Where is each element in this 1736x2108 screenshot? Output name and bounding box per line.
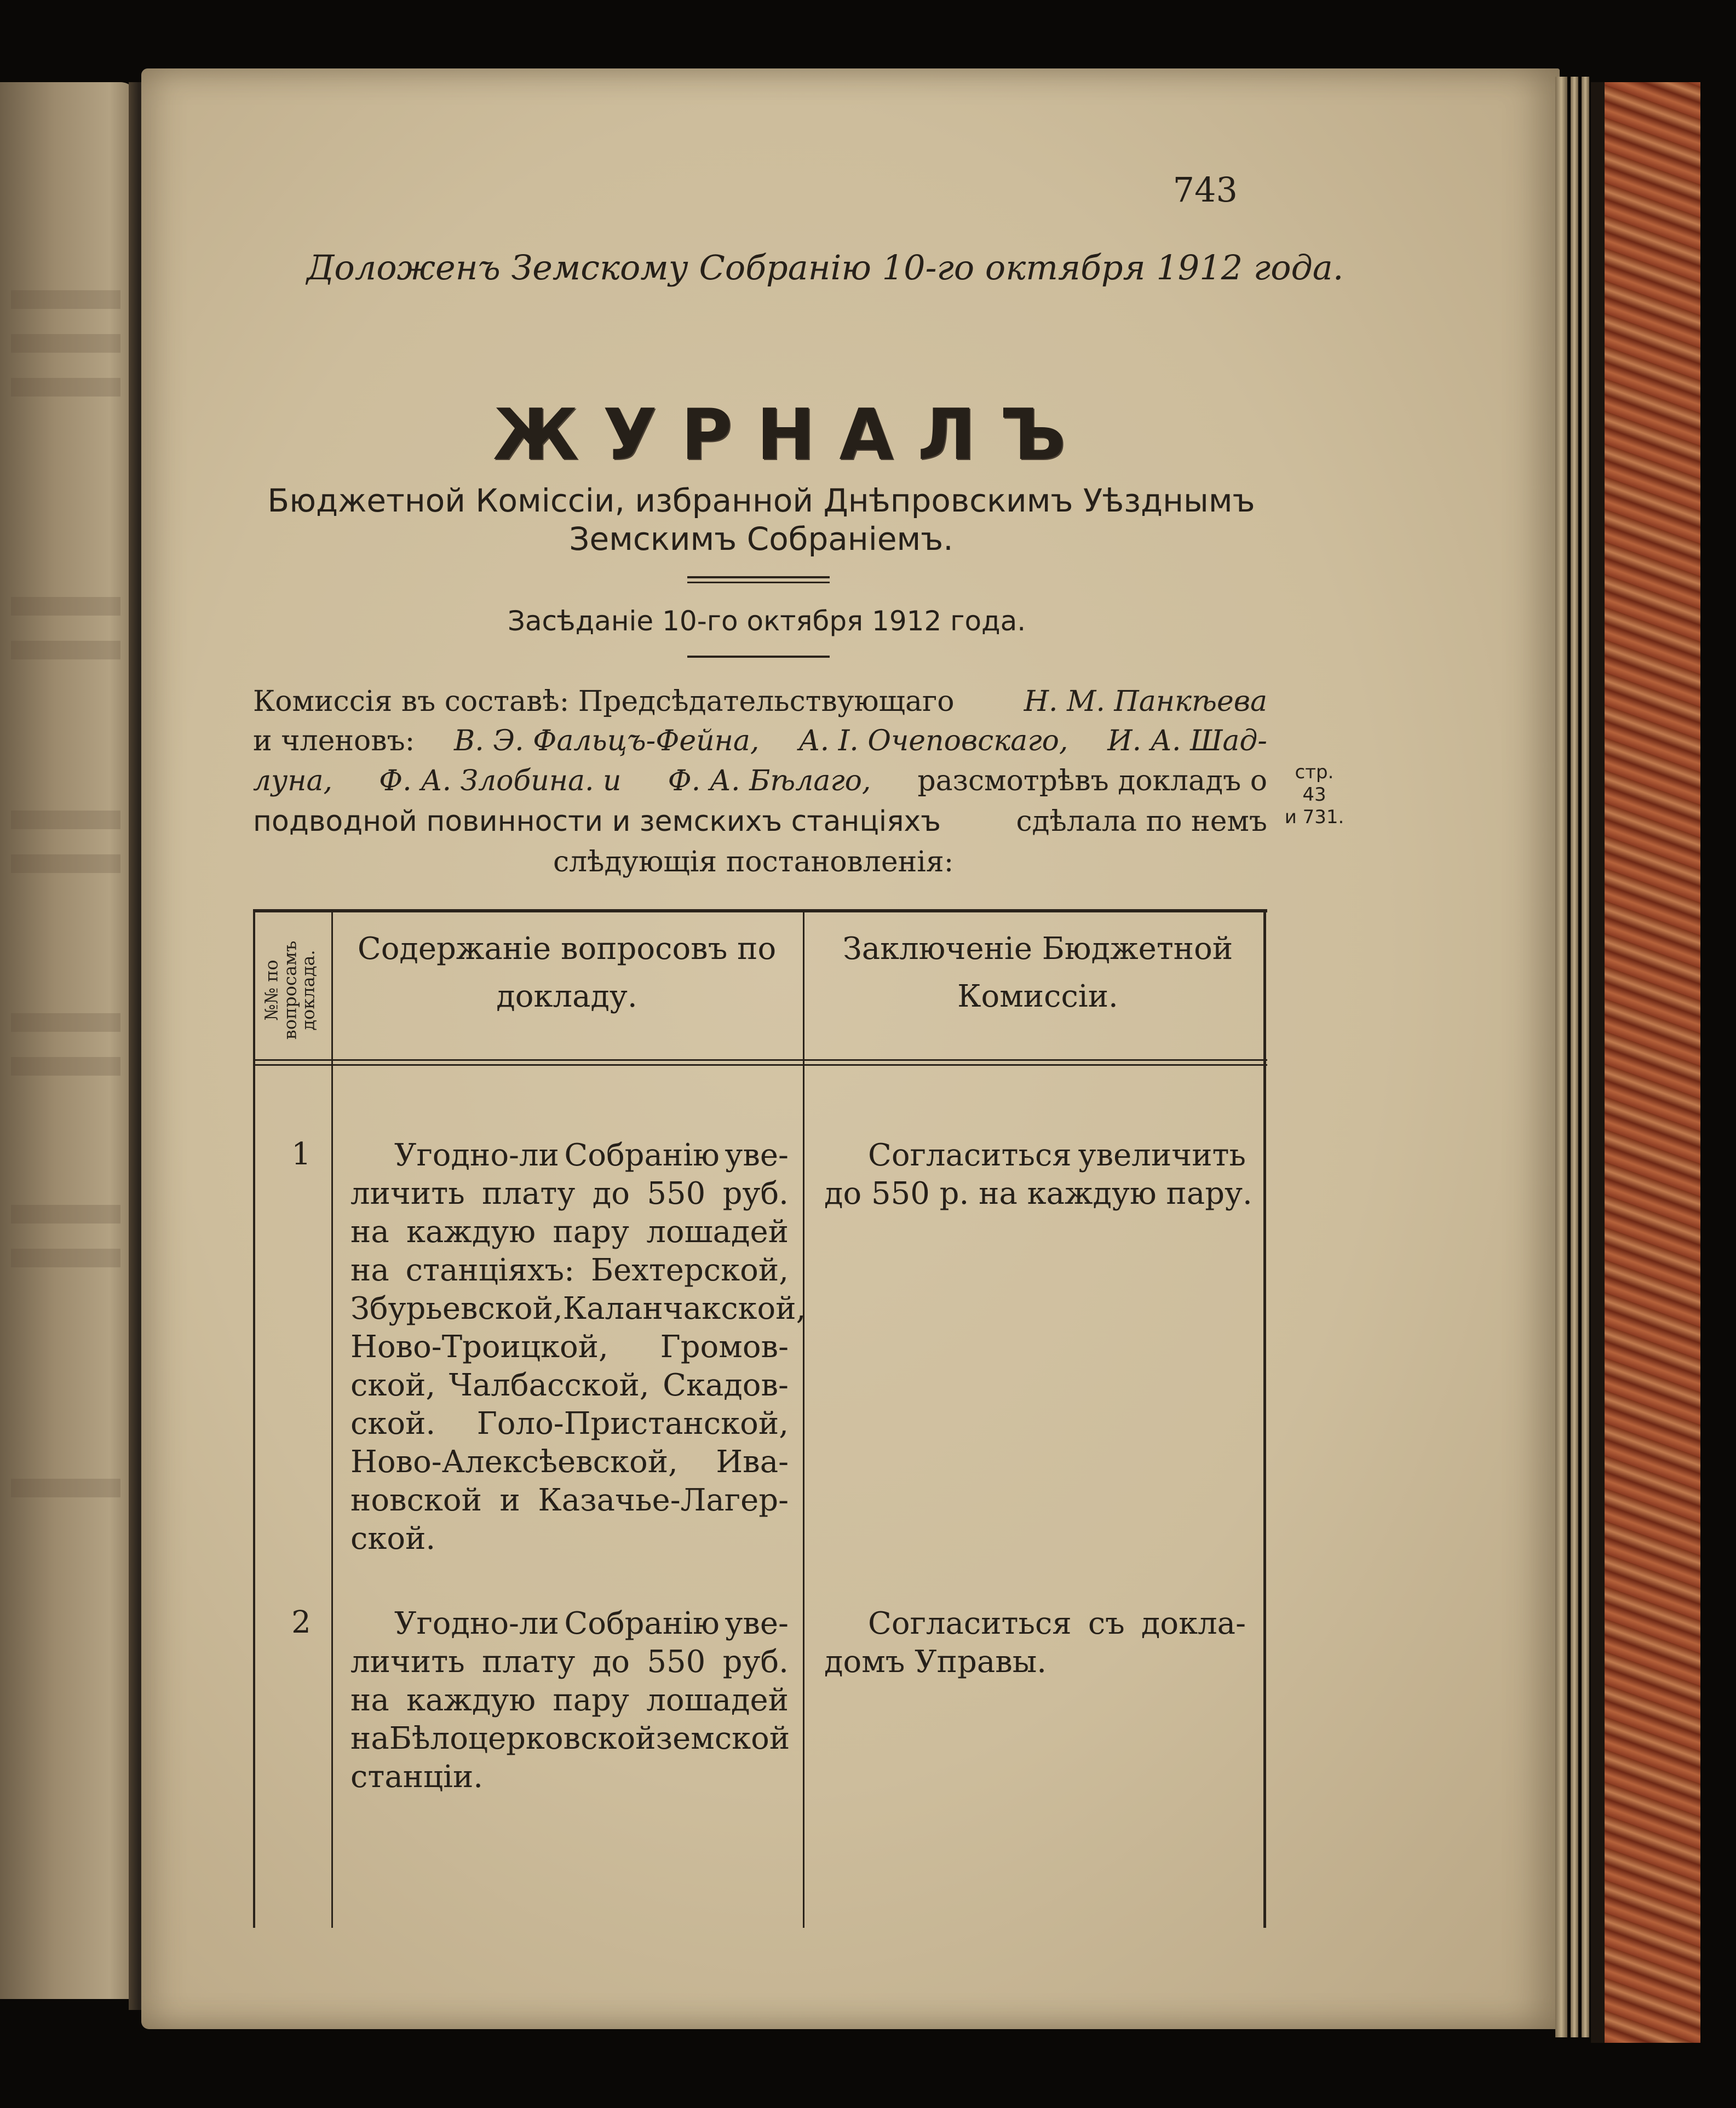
intro-text: и членовъ: <box>253 725 415 757</box>
intro-line-4 <box>253 807 1267 836</box>
header-number-text: вопросамъ <box>279 940 301 1039</box>
cell-line <box>350 1251 789 1290</box>
cell-line <box>350 1481 789 1520</box>
cell-word: Ива- <box>716 1444 789 1480</box>
cell-line <box>350 1443 789 1481</box>
cell-word: до 550 р. на каждую пару. <box>824 1176 1252 1211</box>
subtitle-line-2: Земскимъ Собраніемъ. <box>569 520 953 558</box>
cell-word: станціи. <box>350 1759 484 1795</box>
double-rule <box>687 576 830 578</box>
margin-reference <box>1281 761 1347 828</box>
cell-word: уве- <box>725 1138 789 1173</box>
cell-word: станціяхъ: <box>405 1253 575 1288</box>
page-edge <box>1571 77 1578 2037</box>
cell-line <box>350 1328 789 1366</box>
margin-reference-line: и 731. <box>1284 806 1344 828</box>
table-header-border <box>253 1059 1267 1061</box>
table-column-divider <box>331 909 333 1928</box>
cell-word: ской. <box>350 1521 436 1556</box>
cell-word: ской. <box>350 1406 436 1441</box>
header-questions <box>334 926 800 1021</box>
question-text <box>350 1605 789 1796</box>
intro-line-2 <box>253 727 1267 755</box>
cell-word: съ <box>1088 1606 1125 1641</box>
cell-line <box>350 1520 789 1558</box>
cell-word: домъ Управы. <box>824 1644 1047 1680</box>
cell-word: Собранію <box>564 1138 720 1173</box>
cell-word: Бехтерской, <box>590 1253 789 1288</box>
member-name: луна, <box>253 765 333 797</box>
header-number-text: доклада. <box>297 949 319 1031</box>
conclusion-text <box>824 1605 1246 1681</box>
cell-word: Ново-Троицкой, <box>350 1329 608 1365</box>
cell-line <box>824 1643 1246 1681</box>
cell-word: на <box>350 1682 389 1718</box>
cell-word: Согласиться <box>868 1606 1072 1641</box>
report-subject: подводной повинности и земскихъ станціяхъ <box>253 805 941 838</box>
cell-line <box>350 1366 789 1405</box>
cell-word: личить <box>350 1176 465 1211</box>
cell-word: Скадов- <box>663 1368 789 1403</box>
intro-line-3 <box>253 767 1267 795</box>
cell-line <box>824 1605 1246 1643</box>
cell-word: Угодно-ли <box>394 1138 559 1173</box>
page-edge <box>1582 77 1589 2037</box>
cell-word: Бѣлоцерковской <box>389 1721 656 1756</box>
intro-text: Комиссія въ составѣ: Предсѣдательствующаго <box>253 685 955 718</box>
intro-text: сдѣлала по немъ <box>1016 805 1267 838</box>
chairman-name: Н. М. Панкѣева <box>1024 685 1267 718</box>
cell-line <box>350 1175 789 1213</box>
page-edge <box>1555 77 1567 2037</box>
member-name: Ф. А. Бѣлаго, <box>668 765 871 797</box>
table-top-border <box>253 909 1267 912</box>
cell-word: до <box>592 1644 630 1680</box>
cell-word: каждую <box>406 1214 536 1250</box>
cell-word: ской, <box>350 1368 436 1403</box>
cell-word: Голо-Пристанской, <box>476 1406 789 1441</box>
cell-word: каждую <box>406 1682 536 1718</box>
cell-word: Збурьевской, <box>350 1291 563 1326</box>
cell-word: Ново-Алексѣевской, <box>350 1444 678 1480</box>
cell-word: 550 <box>647 1176 706 1211</box>
book-cover <box>1605 82 1700 2043</box>
header-conclusion <box>810 926 1265 1021</box>
table-header-border <box>253 1064 1267 1066</box>
margin-reference-line: стр. 43 <box>1295 761 1334 806</box>
cell-line <box>350 1213 789 1251</box>
cell-line <box>824 1175 1252 1213</box>
cell-word: личить <box>350 1644 465 1680</box>
cell-word: Чалбасской, <box>449 1368 649 1403</box>
intro-line-5: слѣдующія постановленія: <box>553 846 954 878</box>
conclusion-text <box>824 1136 1252 1213</box>
cell-word: плату <box>482 1644 576 1680</box>
cell-word: лошадей <box>646 1682 789 1718</box>
cell-word: 550 <box>647 1644 706 1680</box>
intro-text: разсмотрѣвъ докладъ о <box>917 765 1267 797</box>
cell-line <box>350 1605 789 1643</box>
cell-line <box>350 1758 789 1796</box>
cell-line <box>350 1681 789 1720</box>
cell-word: руб. <box>722 1176 789 1211</box>
session-heading: Засѣданіе 10-го октября 1912 года. <box>507 605 1026 637</box>
cell-word: на <box>350 1721 389 1756</box>
header-number-column <box>255 926 326 1054</box>
cell-word: Согласиться <box>868 1138 1072 1173</box>
cell-line <box>824 1136 1246 1175</box>
cell-word: земской <box>656 1721 790 1756</box>
member-name: И. А. Шад- <box>1107 725 1267 757</box>
table-right-border <box>1263 909 1266 1928</box>
cell-line <box>350 1405 789 1443</box>
table-left-border <box>253 909 255 1928</box>
row-number: 1 <box>291 1136 311 1172</box>
cell-line <box>350 1643 789 1681</box>
subtitle-line-1: Бюджетной Коміссіи, избранной Днѣпровскимъ Уѣзднымъ <box>267 482 1255 519</box>
cell-word: руб. <box>722 1644 789 1680</box>
divider-rule <box>687 656 830 658</box>
cell-word: лошадей <box>646 1214 789 1250</box>
cell-word: Каланчакской, <box>562 1291 806 1326</box>
header-number-text: №№ по <box>261 959 282 1021</box>
table-column-divider <box>803 909 804 1928</box>
cell-word: новской <box>350 1483 482 1518</box>
intro-line-1 <box>253 687 1267 716</box>
header-conclusion-text: Комиссіи. <box>957 978 1118 1014</box>
header-questions-text: докладу. <box>496 978 637 1014</box>
reported-line: Доложенъ Земскому Собранію 10-го октября 1912 года. <box>307 248 1344 288</box>
cell-word: уве- <box>725 1606 789 1641</box>
cell-word: Собранію <box>564 1606 720 1641</box>
member-name: Ф. А. Злобина. и <box>379 765 622 797</box>
cell-word: пару <box>553 1682 629 1718</box>
header-questions-text: Содержаніе вопросовъ по <box>357 931 777 967</box>
cell-word: и <box>499 1483 520 1518</box>
cell-word: увеличить <box>1078 1138 1246 1173</box>
cell-word: на <box>350 1214 389 1250</box>
cell-word: Громов- <box>660 1329 789 1365</box>
cell-word: до <box>592 1176 630 1211</box>
double-rule <box>687 582 830 583</box>
header-conclusion-text: Заключеніе Бюджетной <box>842 931 1233 967</box>
cell-word: плату <box>482 1176 576 1211</box>
left-page-edge <box>0 82 137 1999</box>
cell-word: пару <box>553 1214 629 1250</box>
page-number: 743 <box>1172 170 1238 210</box>
member-name: А. І. Очеповскаго, <box>798 725 1068 757</box>
cell-word: Угодно-ли <box>394 1606 559 1641</box>
row-number: 2 <box>291 1605 311 1640</box>
journal-title: ЖУРНАЛЪ <box>493 394 1090 476</box>
cell-word: докла- <box>1141 1606 1246 1641</box>
member-name: В. Э. Фальцъ-Фейна, <box>454 725 760 757</box>
cell-line <box>350 1720 789 1758</box>
cell-line <box>350 1290 806 1328</box>
cell-word: Казачье-Лагер- <box>538 1483 789 1518</box>
question-text <box>350 1136 806 1558</box>
cell-word: на <box>350 1253 389 1288</box>
cell-line <box>350 1136 789 1175</box>
